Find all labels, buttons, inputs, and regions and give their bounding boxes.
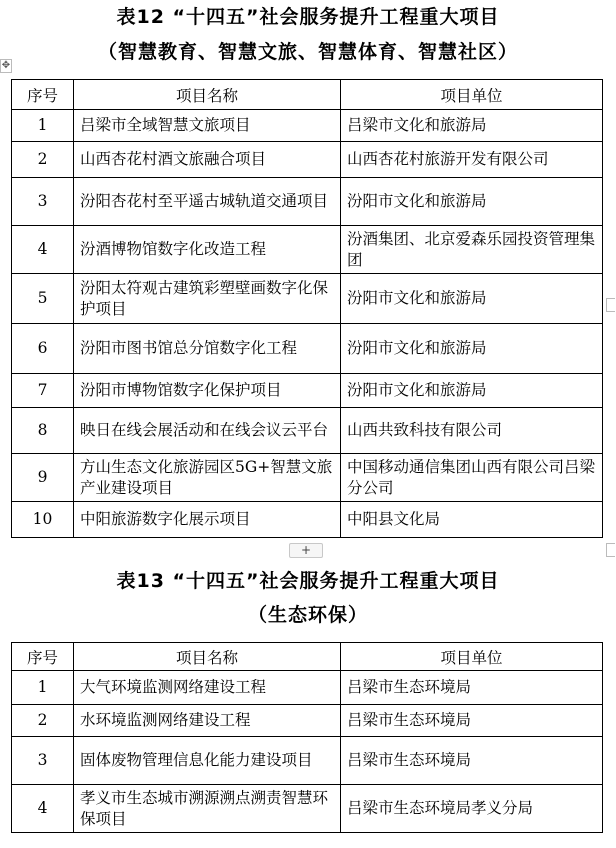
project-unit-cell: 汾阳市文化和旅游局 — [341, 178, 603, 226]
table-row — [12, 178, 603, 226]
project-name-cell: 孝义市生态城市溯源溯点溯责智慧环保项目 — [74, 785, 341, 833]
table12-title: 表12 “十四五”社会服务提升工程重大项目 — [116, 6, 500, 28]
table12-subtitle: （智慧教育、智慧文旅、智慧体育、智慧社区） — [97, 41, 518, 63]
table-row — [12, 274, 603, 324]
project-unit-cell: 吕梁市生态环境局 — [341, 671, 603, 705]
add-row-button[interactable]: + — [289, 543, 323, 558]
project-unit-cell: 中阳县文化局 — [341, 502, 603, 538]
table-row — [12, 785, 603, 833]
table12 — [11, 79, 603, 538]
row-index: 1 — [12, 110, 74, 142]
project-unit-cell: 中国移动通信集团山西有限公司吕梁分公司 — [341, 454, 603, 502]
row-insert-handle-icon[interactable] — [606, 298, 615, 312]
table-row — [12, 671, 603, 705]
table-row — [12, 374, 603, 408]
project-name-cell: 方山生态文化旅游园区5G+智慧文旅产业建设项目 — [74, 454, 341, 502]
project-unit-cell: 山西杏花村旅游开发有限公司 — [341, 142, 603, 178]
project-name-cell: 山西杏花村酒文旅融合项目 — [74, 142, 341, 178]
header-project-name: 项目名称 — [74, 80, 341, 110]
table-row — [12, 110, 603, 142]
project-name-cell: 汾酒博物馆数字化改造工程 — [74, 226, 341, 274]
table13-subtitle: （生态环保） — [247, 604, 368, 626]
row-index: 4 — [12, 226, 74, 274]
project-name-cell: 固体废物管理信息化能力建设项目 — [74, 737, 341, 785]
project-name-cell: 映日在线会展活动和在线会议云平台 — [74, 408, 341, 454]
project-unit-cell: 汾阳市文化和旅游局 — [341, 274, 603, 324]
row-insert-handle-icon[interactable] — [606, 543, 615, 557]
table13-header-row — [12, 643, 603, 671]
table-row — [12, 705, 603, 737]
row-index: 3 — [12, 737, 74, 785]
project-unit-cell: 汾酒集团、北京爱森乐园投资管理集团 — [341, 226, 603, 274]
table-row — [12, 226, 603, 274]
row-index: 7 — [12, 374, 74, 408]
row-index: 2 — [12, 142, 74, 178]
row-index: 1 — [12, 671, 74, 705]
table-row — [12, 142, 603, 178]
row-index: 5 — [12, 274, 74, 324]
project-unit-cell: 吕梁市生态环境局 — [341, 737, 603, 785]
row-index: 6 — [12, 324, 74, 374]
project-name-cell: 水环境监测网络建设工程 — [74, 705, 341, 737]
project-unit-cell: 吕梁市生态环境局 — [341, 705, 603, 737]
project-name-cell: 大气环境监测网络建设工程 — [74, 671, 341, 705]
header-index: 序号 — [12, 80, 74, 110]
header-project-unit: 项目单位 — [341, 643, 603, 671]
project-name-cell: 汾阳市博物馆数字化保护项目 — [74, 374, 341, 408]
header-project-name: 项目名称 — [74, 643, 341, 671]
row-index: 2 — [12, 705, 74, 737]
project-name-cell: 汾阳太符观古建筑彩塑壁画数字化保护项目 — [74, 274, 341, 324]
table13-title: 表13 “十四五”社会服务提升工程重大项目 — [116, 570, 500, 592]
project-unit-cell: 吕梁市文化和旅游局 — [341, 110, 603, 142]
header-project-unit: 项目单位 — [341, 80, 603, 110]
header-index: 序号 — [12, 643, 74, 671]
table-move-handle-icon[interactable]: ✥ — [1, 60, 11, 71]
row-index: 3 — [12, 178, 74, 226]
table-row — [12, 737, 603, 785]
table-row — [12, 454, 603, 502]
project-name-cell: 汾阳市图书馆总分馆数字化工程 — [74, 324, 341, 374]
row-index: 9 — [12, 454, 74, 502]
row-index: 10 — [12, 502, 74, 538]
table13 — [11, 642, 603, 833]
table-row — [12, 324, 603, 374]
row-index: 8 — [12, 408, 74, 454]
table-row — [12, 502, 603, 538]
table-row — [12, 408, 603, 454]
project-name-cell: 汾阳杏花村至平遥古城轨道交通项目 — [74, 178, 341, 226]
project-name-cell: 吕梁市全域智慧文旅项目 — [74, 110, 341, 142]
project-unit-cell: 山西共致科技有限公司 — [341, 408, 603, 454]
table12-header-row — [12, 80, 603, 110]
project-unit-cell: 吕梁市生态环境局孝义分局 — [341, 785, 603, 833]
row-index: 4 — [12, 785, 74, 833]
project-unit-cell: 汾阳市文化和旅游局 — [341, 374, 603, 408]
project-name-cell: 中阳旅游数字化展示项目 — [74, 502, 341, 538]
project-unit-cell: 汾阳市文化和旅游局 — [341, 324, 603, 374]
